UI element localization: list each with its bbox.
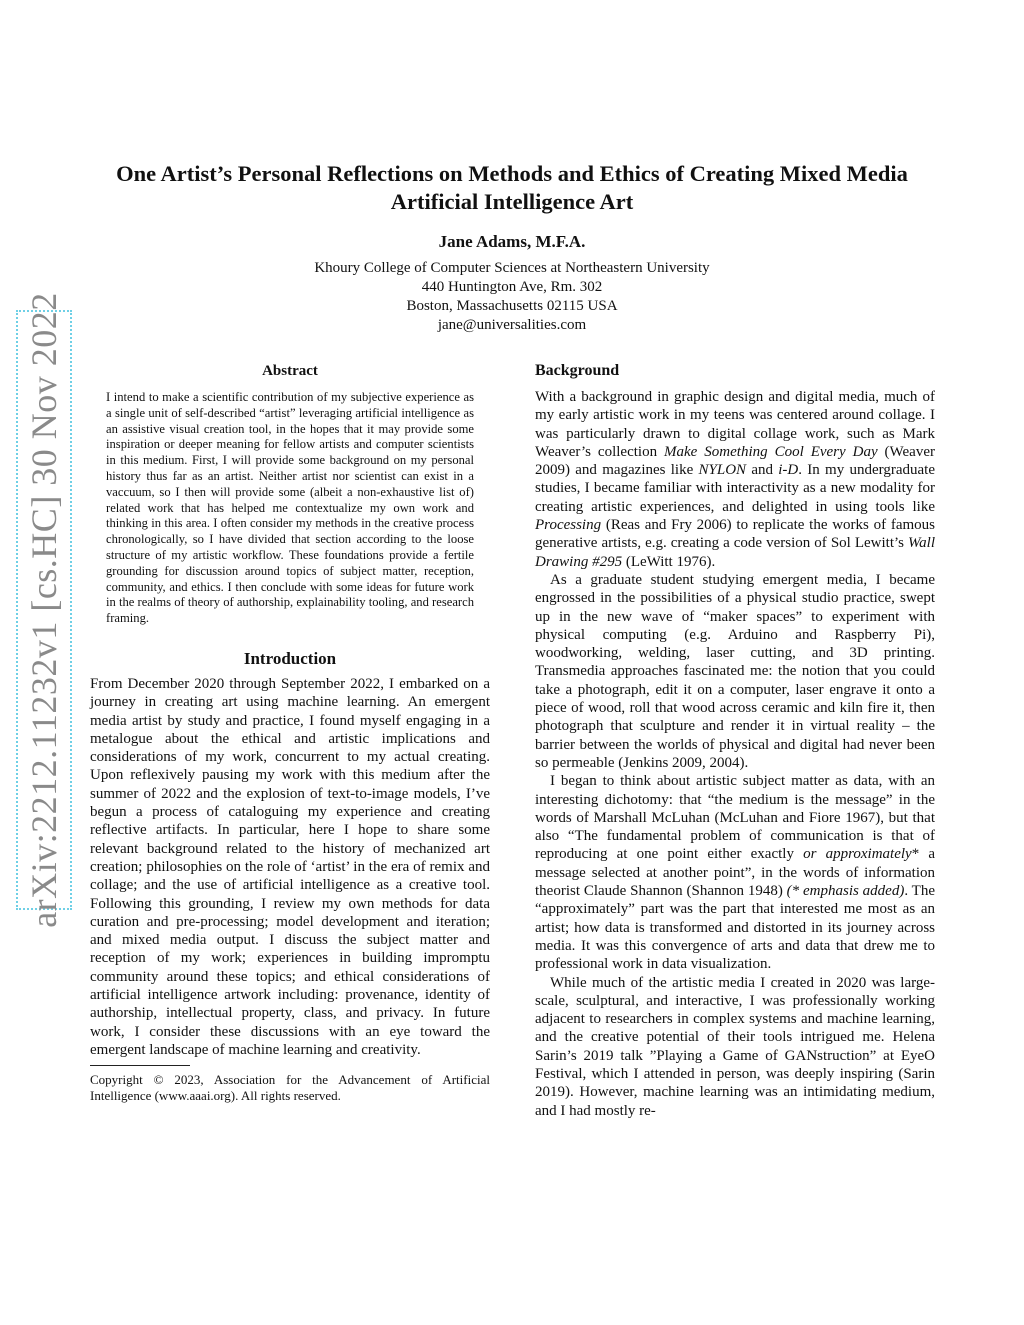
p1-text-6: (LeWitt 1976).: [622, 553, 716, 570]
p1-italic-wall-drawing: Wall Drawing #295: [535, 535, 935, 570]
p1-text-2: (Weaver 2009) and magazines like: [535, 443, 935, 479]
background-paragraph-4: While much of the artistic media I created in 2020 was large-scale, sculptural, and interactive, I was professionally working adjacent to researchers in complex systems and machine learning, and the creative potential of their tools intrigued me. Helena Sarin’s 2019 talk ”Playing a Game of GANstruction” at EyeO Festival, which I attended in person, was deeply inspiring (Sarin 2019). However, machine learning was an intimidating medium, and I had mostly re-: [535, 974, 935, 1119]
p1-italic-processing: Processing: [535, 517, 602, 534]
title-line-2: Artificial Intelligence Art: [390, 189, 634, 214]
p1-text-4: . In my undergraduate studies, I became familiar with interactivity as a new modality for creating artistic experiences, and delighted in using tools like: [535, 462, 935, 515]
background-heading: Background: [535, 362, 620, 379]
p1-italic-i-d: i-D: [778, 462, 799, 479]
abstract-text: I intend to make a scientific contribution of my subjective experience as a single unit of self-described “artist” leveraging artificial intelligence as an assistive visual creation tool, in the hopes that it may provide some inspiration or deeper meaning for fellow artists and computer scientists in this medium. First, I will provide some background on my personal history thus far as an artist. Neither artist nor scientist can exist in a vaccuum, so I then will provide some (albeit a non-exhaustive list of) related work that has helped me contextualize my own work and thinking in this area. I often consider my methods in the creative process chronologically, so I have divided that section according to the loose structure of my artistic workflow. These foundations provide a fertile grounding for discussion around topics of subject matter, reception, community, and ethics. I then conclude with some ideas for future work in the realms of theory of authorship, explainability tooling, and research framing.: [106, 390, 474, 626]
affiliation-block: [84, 259, 940, 335]
arxiv-stamp: [16, 292, 72, 928]
p1-italic-make-something-cool: Make Something Cool Every Day: [664, 443, 878, 460]
introduction-text: From December 2020 through September 2022, I embarked on a journey in creating art using machine learning. An emergent media artist by study and practice, I found myself engaging in a metalogue about the ethical and artistic implications and considerations of my work, concurrent to my actual creating. Upon reflexively pausing my work with this medium after the summer of 2022 and the explosion of text-to-image models, I’ve begun a process of cataloguing my experience and creating reflective artifacts. In particular, here I hope to share some relevant background related to the history of mechanized art creation; philosophies on the role of ‘artist’ in the era of remix and collage; and the use of artificial intelligence as a creative tool. Following this grounding, I review my own methods for data curation and pre-processing; model development and iteration; and mixed media output. I discuss the subject matter and reception of my work; experiences in building impromptu community around these topics; and ethical considerations of artificial intelligence artwork including: provenance, identity of authorship, intellectual property, class, and privacy. In future work, I consider these discussions with an eye toward the emergent landscape of machine learning and creativity.: [90, 675, 490, 1058]
p3-text-3: . The “approximately” part was the part that interested me most as an artist; how data is transformed and distorted in its journey across media. It was this convergence of arts and data that drew me to professional work in data visualization.: [535, 883, 935, 973]
left-column: [90, 360, 490, 1104]
background-paragraph-1: [535, 388, 935, 571]
title-line-1: One Artist’s Personal Reflections on Methods and Ethics of Creating Mixed Media: [116, 161, 908, 186]
copyright-notice: Copyright © 2023, Association for the Advancement of Artificial Intelligence (www.aaai.org). All rights reserved.: [90, 1072, 490, 1104]
introduction-heading: Introduction: [243, 648, 337, 668]
background-paragraph-2: As a graduate student studying emergent media, I became engrossed in the possibilities of a physical studio practice, swept up in the new wave of “maker spaces” to experiment with physical computing (e.g. Arduino and Raspberry Pi), woodworking, welding, laser cutting, and 3D printing. Transmedia approaches fascinated me: the notion that you could take a photograph, edit it on a computer, laser engrave it onto a piece of wood, roll that wood across ceramic and kiln fire it, then photograph that sculpture and render it in virtual reality – the barrier between the worlds of physical and digital had never been so permeable (Jenkins 2009, 2004).: [535, 571, 935, 771]
p3-text-2: * a message selected at another point”, in the words of information theorist Claude Shannon (Shannon 1948): [535, 846, 935, 900]
p3-italic-emphasis-added: (* emphasis added): [786, 883, 905, 900]
right-column: [535, 360, 935, 1120]
p1-text-1: With a background in graphic design and digital media, much of my early artistic work in my teens was centered around collage. I was particularly drawn to digital collage work, such as Mark Weaver’s collection: [535, 389, 935, 460]
p3-text-1: I began to think about artistic subject matter as data, with an interesting dichotomy: that “the medium is the message” in the words of Marshall McLuhan (McLuhan and Fiore 1967), but that also “The fundamental problem of communication is that of reproducing at one point either exactly: [535, 773, 935, 863]
abstract-heading: Abstract: [262, 363, 318, 379]
p1-text-3: and: [746, 462, 779, 479]
affiliation-email: jane@universalities.com: [437, 317, 587, 333]
affiliation-street: 440 Huntington Ave, Rm. 302: [421, 279, 603, 295]
p3-italic-or-approximately: or approximately: [803, 846, 912, 863]
p1-text-5: (Reas and Fry 2006) to replicate the works of famous generative artists, e.g. creating a code version of Sol Lewitt’s: [535, 517, 935, 552]
p1-italic-nylon: NYLON: [698, 462, 747, 479]
arxiv-identifier: arXiv:2212.11232v1 [cs.HC] 30 Nov 2022: [24, 292, 65, 928]
author-name: Jane Adams, M.F.A.: [438, 232, 586, 251]
affiliation-city: Boston, Massachusetts 02115 USA: [406, 298, 618, 314]
background-paragraph-3: [535, 772, 935, 973]
paper-title: [84, 160, 940, 216]
footnote-rule: [90, 1065, 190, 1066]
affiliation-institution: Khoury College of Computer Sciences at Northeastern University: [314, 260, 710, 276]
